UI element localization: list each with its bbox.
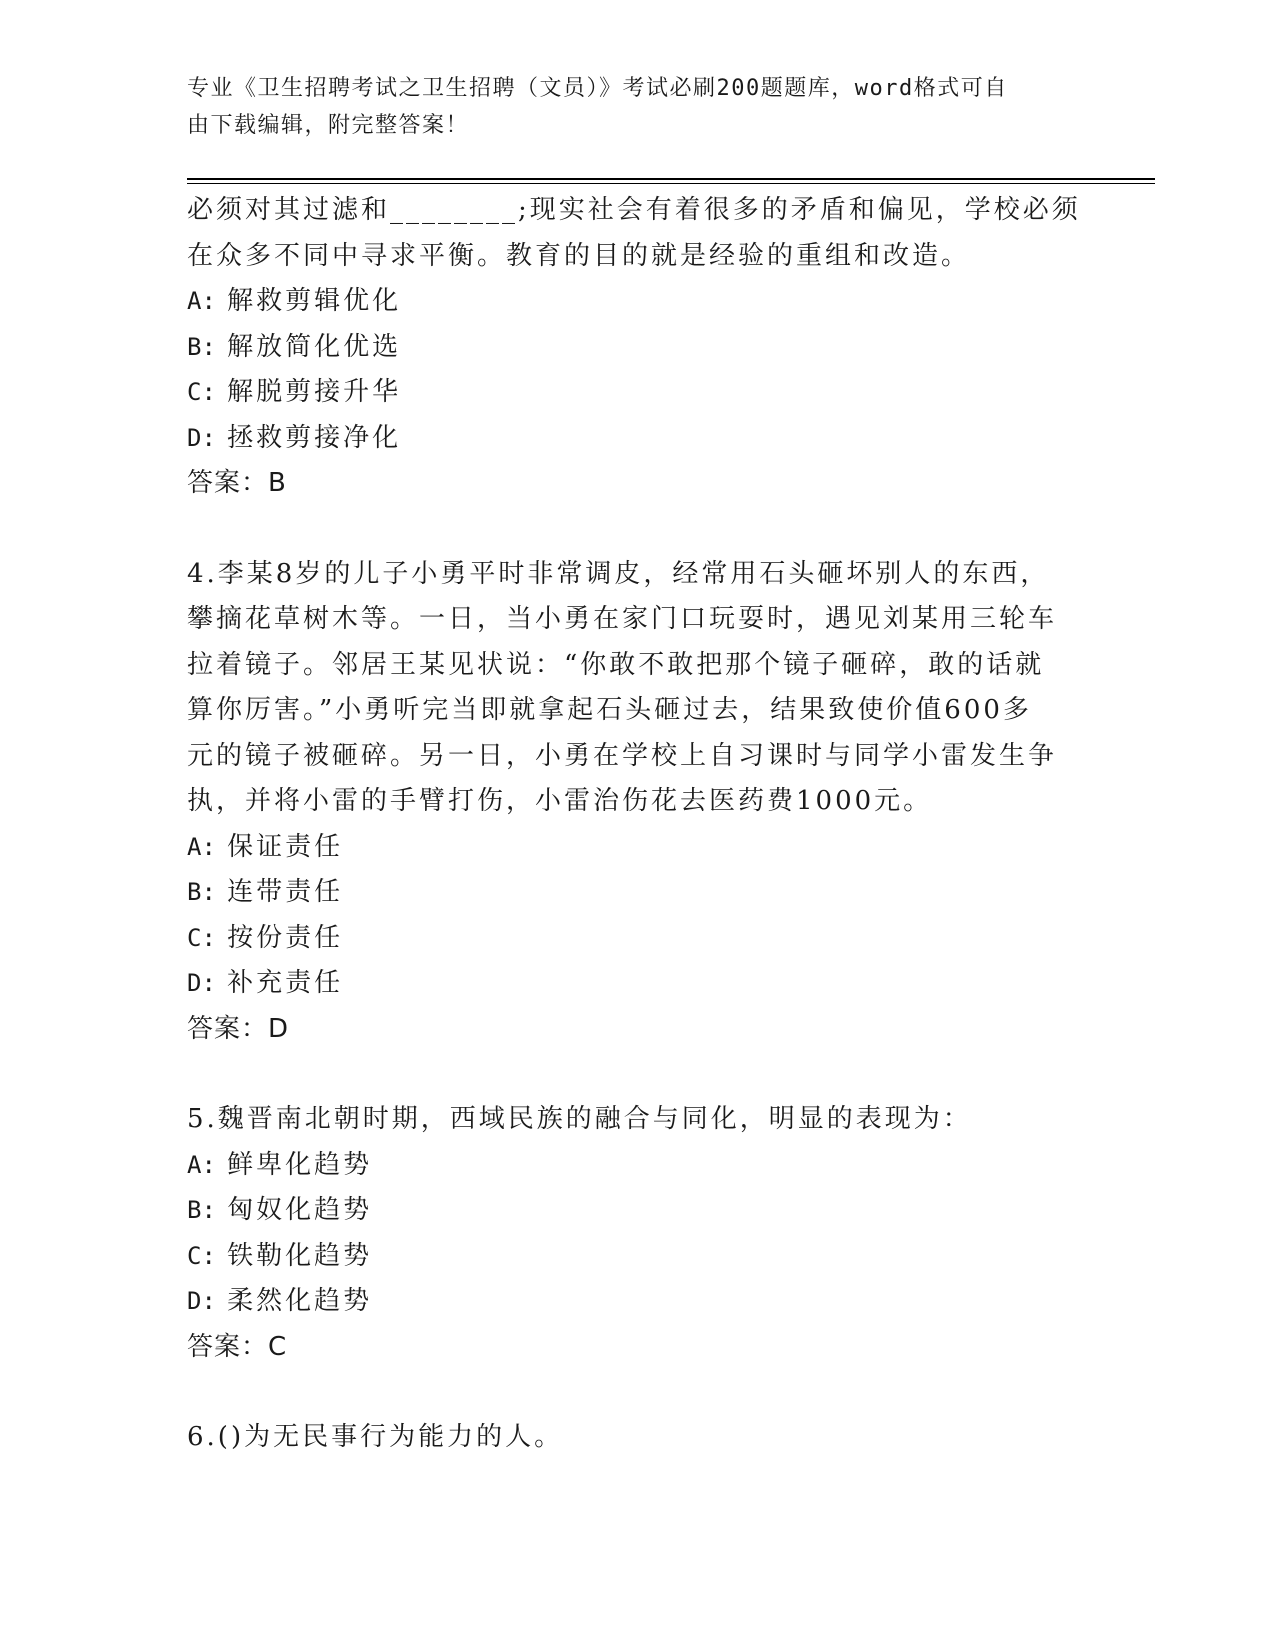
answer: 答案：B	[187, 468, 287, 498]
question-text-line: 在众多不同中寻求平衡。教育的目的就是经验的重组和改造。	[187, 240, 971, 271]
option-d: D: 柔然化趋势	[187, 1286, 373, 1316]
question-6	[187, 1415, 1087, 1461]
header-rule-thick	[187, 178, 1155, 180]
question-text-line: 元的镜子被砸碎。另一日，小勇在学校上自习课时与同学小雷发生争	[187, 740, 1058, 771]
option-a: A: 保证责任	[187, 831, 344, 862]
question-text-line: 5.魏晋南北朝时期，西域民族的融合与同化，明显的表现为：	[187, 1104, 972, 1134]
question-list	[187, 188, 1087, 1461]
option-c: C: 按份责任	[187, 922, 344, 953]
question-text-line: 6.()为无民事行为能力的人。	[187, 1422, 564, 1452]
header-line-2: 由下载编辑，附完整答案！	[187, 113, 470, 138]
question-text-line: 4.李某8岁的儿子小勇平时非常调皮，经常用石头砸坏别人的东西，	[187, 558, 1050, 589]
answer: 答案：C	[187, 1331, 288, 1362]
question-text-line: 拉着镜子。邻居王某见状说：“你敢不敢把那个镜子砸碎，敢的话就	[187, 649, 1045, 680]
option-d: D: 补充责任	[187, 968, 344, 998]
option-b: B: 连带责任	[187, 877, 344, 907]
option-b: B: 匈奴化趋势	[187, 1195, 373, 1225]
option-a: A: 鲜卑化趋势	[187, 1149, 373, 1180]
question-3	[187, 188, 1087, 507]
question-4	[187, 552, 1087, 1053]
header-line-1: 专业《卫生招聘考试之卫生招聘（文员）》考试必刷200题题库，word格式可自	[187, 76, 1008, 101]
option-b: B: 解放简化优选	[187, 331, 402, 362]
option-d: D: 拯救剪接净化	[187, 422, 402, 453]
header-rule-thin	[187, 183, 1155, 184]
option-c: C: 铁勒化趋势	[187, 1240, 373, 1271]
answer: 答案：D	[187, 1013, 290, 1044]
question-text-line: 执，并将小雷的手臂打伤，小雷治伤花去医药费1000元。	[187, 786, 933, 816]
option-c: C: 解脱剪接升华	[187, 377, 402, 407]
option-a: A: 解救剪辑优化	[187, 286, 402, 316]
document-header	[187, 70, 1067, 144]
question-text-line: 算你厉害。”小勇听完当即就拿起石头砸过去，结果致使价值600多	[187, 695, 1032, 725]
question-text-line: 必须对其过滤和________;现实社会有着很多的矛盾和偏见，学校必须	[187, 195, 1081, 225]
question-5	[187, 1097, 1087, 1370]
question-text-line: 攀摘花草树木等。一日，当小勇在家门口玩耍时，遇见刘某用三轮车	[187, 604, 1058, 634]
